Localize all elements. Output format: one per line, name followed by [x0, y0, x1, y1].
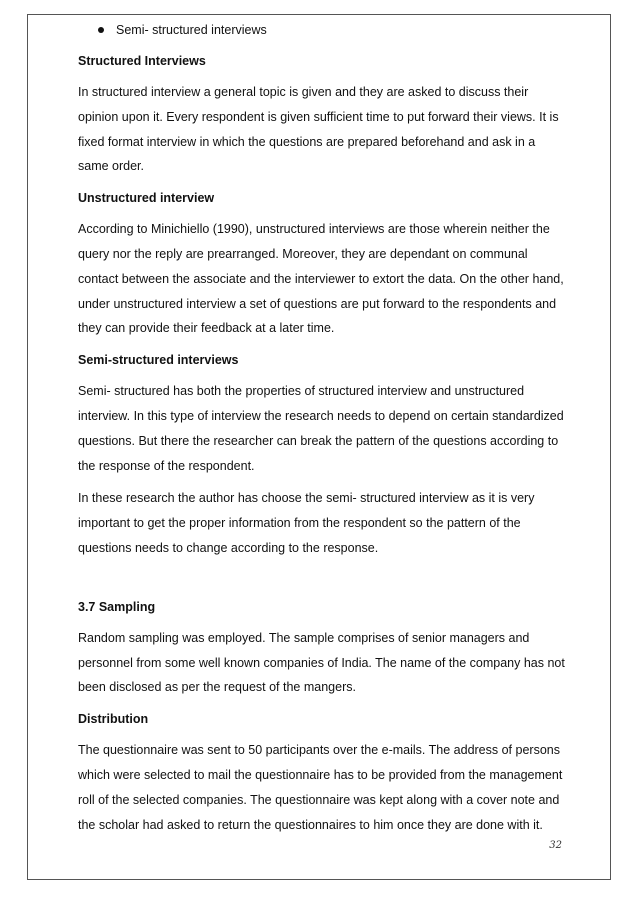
paragraph-structured: In structured interview a general topic is given and they are asked to discuss their opinion upon it. Every respondent is given sufficient time to put forward their views. It is fixed format interview in which the questions are prepared beforehand and ask in a same order. — [78, 85, 559, 174]
document-body — [78, 18, 566, 837]
paragraph-unstructured: According to Minichiello (1990), unstructured interviews are those wherein neither the query nor the reply are prearranged. Moreover, they are dependant on communal contact between the associate and the interviewer to extort the data. On the other hand, under unstructured interview a set of questions are put forward to the respondents and they can provide their feedback at a later time. — [78, 222, 564, 336]
paragraph-sampling: Random sampling was employed. The sample comprises of senior managers and personnel from some well known companies of India. The name of the company has not been disclosed as per the request of the mangers. — [78, 630, 565, 695]
page-number: 32 — [549, 840, 562, 851]
heading-semi-structured-interviews: Semi-structured interviews — [78, 353, 239, 368]
heading-distribution: Distribution — [78, 712, 149, 727]
heading-structured-interviews: Structured Interviews — [78, 54, 206, 68]
bullet-text: Semi- structured interviews — [116, 23, 267, 37]
paragraph-semi-structured-2: In these research the author has choose the semi- structured interview as it is very important to get the proper information from the respondent so the pattern of the questions needs to change according to the response. — [78, 491, 535, 555]
bullet-list-item — [78, 18, 566, 42]
paragraph-semi-structured-1: Semi- structured has both the properties of structured interview and unstructured interview. In this type of interview the research needs to depend on certain standardized questions. But there the researcher can break the pattern of the questions according to the response of the respondent. — [78, 384, 564, 473]
heading-unstructured-interview: Unstructured interview — [78, 191, 215, 206]
paragraph-distribution: The questionnaire was sent to 50 participants over the e-mails. The address of persons which were selected to mail the questionnaire has to be provided from the management roll of the selected companies. The questionnaire was kept along with a cover note and the scholar had asked to return the questionnaires to him once they are done with it. — [78, 743, 563, 832]
heading-sampling: 3.7 Sampling — [78, 599, 156, 614]
bullet-icon — [98, 27, 104, 33]
